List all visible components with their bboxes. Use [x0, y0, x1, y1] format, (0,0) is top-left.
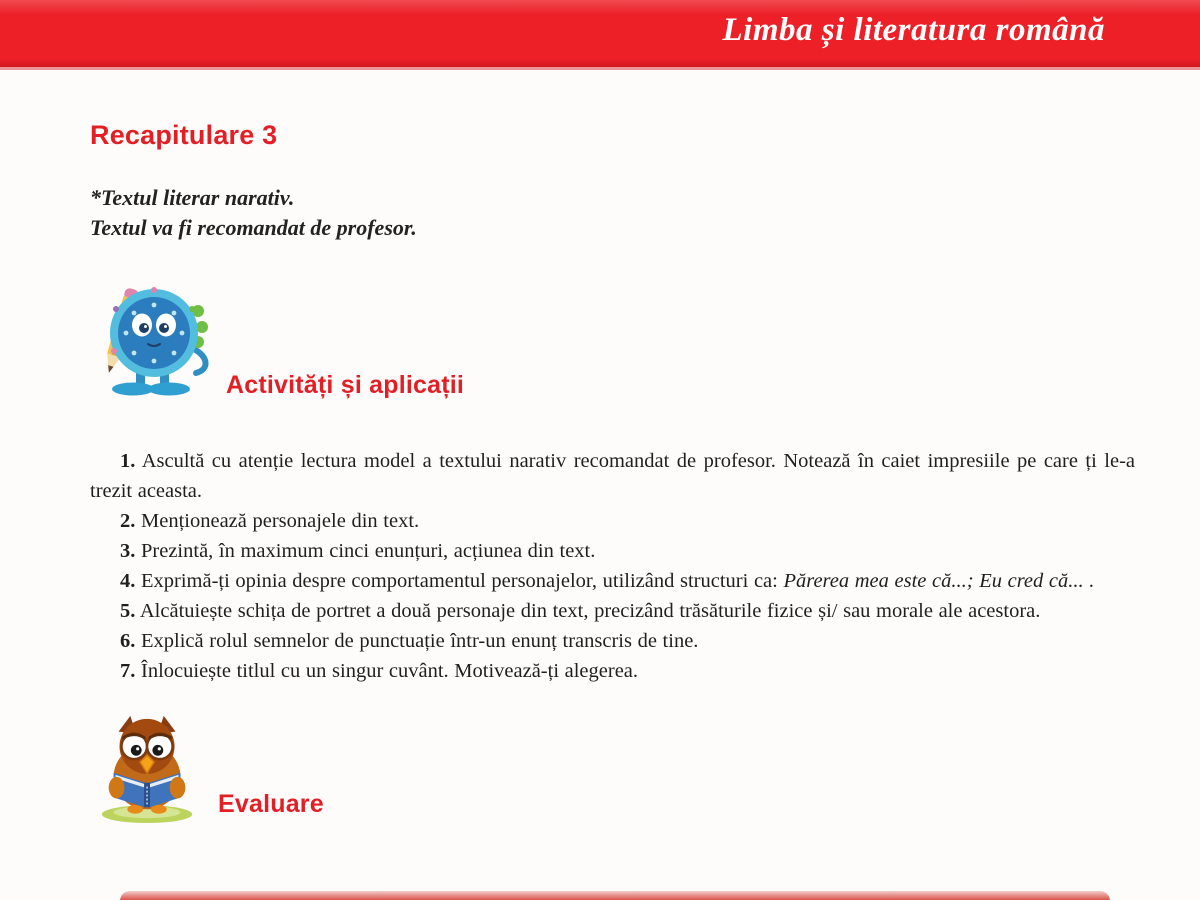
activity-text: Exprimă-ți opinia despre comportamentul personajelor, utilizând structuri ca: [141, 570, 778, 592]
page-content [0, 120, 1200, 831]
activity-item-1 [90, 446, 1135, 506]
activity-text: Ascultă cu atenție lectura model a textului narativ recomandat de profesor. Notează în caiet impresiile pe care ți le-a trezit aceasta. [90, 450, 1135, 502]
evaluation-section-header [90, 710, 1135, 831]
owl-reading-icon [90, 710, 208, 831]
activity-item-4 [90, 566, 1135, 596]
activity-item-3 [90, 536, 1135, 566]
activity-number: 6. [120, 630, 136, 652]
activity-text: Alcătuiește schița de portret a două personaje din text, precizând trăsăturile fizice și/ sau morale ale acestora. [139, 600, 1041, 622]
page-title: Limba și literatura română [722, 12, 1105, 48]
activity-number: 4. [120, 570, 136, 592]
activity-text: Menționează personajele din text. [141, 510, 420, 532]
activity-item-5 [90, 596, 1135, 626]
evaluation-section-label: Evaluare [218, 790, 324, 818]
page-header [0, 0, 1200, 70]
pencil-clock-mascot-icon [84, 281, 216, 404]
lesson-subtitle [90, 183, 1135, 243]
activity-item-7 [90, 656, 1135, 686]
activity-item-2 [90, 506, 1135, 536]
activity-number: 1. [120, 450, 136, 472]
activities-section-header [84, 281, 1135, 404]
activities-list [90, 446, 1135, 686]
activity-italic-text: Părerea mea este că...; Eu cred că... . [783, 570, 1095, 592]
activity-number: 7. [120, 660, 136, 682]
evaluation-box-top-edge [120, 891, 1110, 900]
activity-text: Înlocuiește titlul cu un singur cuvânt. Motivează-ți alegerea. [141, 660, 639, 682]
activity-number: 3. [120, 540, 136, 562]
activity-text: Explică rolul semnelor de punctuație într-un enunț transcris de tine. [141, 630, 699, 652]
activity-text: Prezintă, în maximum cinci enunțuri, acțiunea din text. [141, 540, 596, 562]
activity-number: 5. [120, 600, 136, 622]
activity-number: 2. [120, 510, 136, 532]
activity-item-6 [90, 626, 1135, 656]
subtitle-line-2: Textul va fi recomandat de profesor. [90, 215, 417, 240]
chapter-heading: Recapitulare 3 [90, 120, 278, 150]
subtitle-line-1: *Textul literar narativ. [90, 185, 295, 210]
activities-section-label: Activități și aplicații [226, 371, 465, 399]
